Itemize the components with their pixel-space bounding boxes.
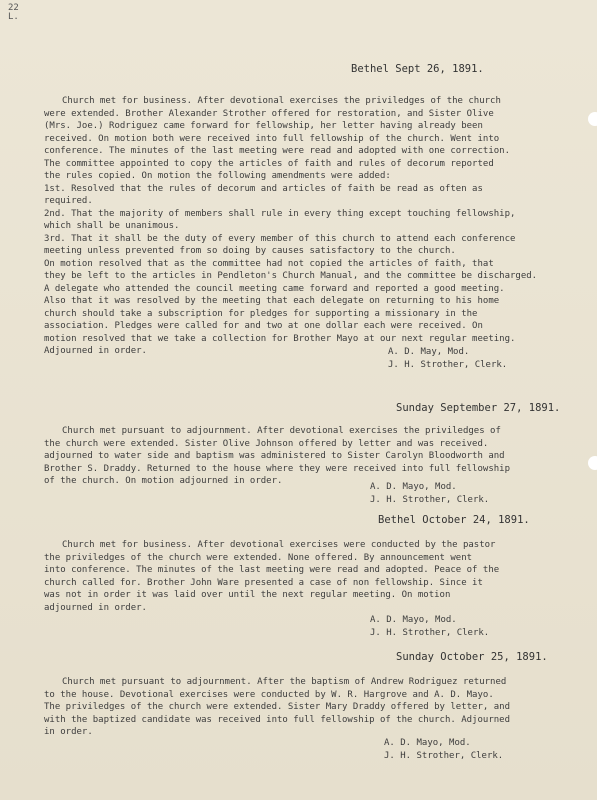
text-line: The committee appointed to copy the articles of faith and rules of decorum reported — [44, 158, 494, 169]
text-line: Church met for business. After devotional exercises the priviledges of the church — [62, 96, 501, 106]
moderator-signature: A. D. Mayo, Mod. — [370, 615, 457, 625]
text-line: Also that it was resolved by the meeting that each delegate on returning to his home — [44, 296, 500, 306]
text-line: church should take a subscription for pledges for supporting a missionary in the — [44, 308, 478, 319]
page-number: 22 L. — [8, 3, 19, 22]
entry-heading: Bethel October 24, 1891. — [378, 514, 530, 526]
text-line: adjourned in order. — [44, 602, 147, 613]
entry-text — [44, 425, 584, 488]
moderator-signature: A. D. Mayo, Mod. — [384, 738, 471, 748]
clerk-signature: J. H. Strother, Clerk. — [370, 628, 490, 638]
text-line: of the church. On motion adjourned in order. — [44, 476, 283, 486]
entry-text — [44, 539, 584, 614]
text-line: which shall be unanimous. — [44, 221, 180, 231]
entry-heading: Sunday October 25, 1891. — [396, 651, 548, 663]
text-line: conference. The minutes of the last meeting were read and adopted with one correction. — [44, 146, 510, 156]
text-line: association. Pledges were called for and two at one dollar each were received. On — [44, 321, 483, 331]
text-line: received. On motion both were received into full fellowship of the church. Went into — [44, 133, 500, 144]
text-line: to the house. Devotional exercises were conducted by W. R. Hargrove and A. D. Mayo. — [44, 689, 494, 700]
entry-heading: Bethel Sept 26, 1891. — [351, 63, 484, 75]
text-line: On motion resolved that as the committee had not copied the articles of faith, that — [44, 258, 494, 269]
text-line: the priviledges of the church were extended. None offered. By announcement went — [44, 552, 473, 563]
punch-hole — [588, 112, 597, 126]
entry-signatures — [370, 481, 489, 507]
text-line: the rules copied. On motion the following amendments were added: — [44, 171, 391, 181]
entry-signatures — [370, 614, 489, 640]
moderator-signature: A. D. Mayo, Mod. — [370, 482, 457, 492]
clerk-signature: J. H. Strother, Clerk. — [384, 751, 504, 761]
clerk-signature: J. H. Strother, Clerk. — [370, 495, 490, 505]
text-line: church called for. Brother John Ware presented a case of non fellowship. Since it — [44, 577, 483, 588]
text-line: motion resolved that we take a collection for Brother Mayo at our next regular meeting. — [44, 333, 516, 344]
text-line: Brother S. Draddy. Returned to the house where they were received into full fellowship — [44, 463, 510, 474]
entry-signatures — [384, 737, 503, 763]
text-line: (Mrs. Joe.) Rodriguez came forward for fellowship, her letter having already been — [44, 121, 483, 131]
entry-text — [44, 676, 584, 739]
text-line: with the baptized candidate was received into full fellowship of the church. Adjourned — [44, 714, 510, 725]
text-line: 2nd. That the majority of members shall rule in every thing except touching fellowship, — [44, 208, 516, 219]
text-line: The priviledges of the church were extended. Sister Mary Draddy offered by letter, and — [44, 702, 510, 712]
text-line: Church met pursuant to adjournment. After devotional exercises the priviledges of — [62, 426, 501, 436]
text-line: into conference. The minutes of the last meeting were read and adopted. Peace of the — [44, 565, 500, 575]
text-line: they be left to the articles in Pendleton's Church Manual, and the committee be discharged. — [44, 271, 538, 281]
punch-hole — [588, 456, 597, 470]
text-line: adjourned to water side and baptism was administered to Sister Carolyn Bloodworth and — [44, 451, 505, 461]
text-line: Adjourned in order. — [44, 346, 147, 356]
text-line: Church met for business. After devotional exercises were conducted by the pastor — [62, 540, 496, 550]
clerk-signature: J. H. Strother, Clerk. — [388, 360, 508, 370]
text-line: Church met pursuant to adjournment. After the baptism of Andrew Rodriguez returned — [62, 677, 507, 687]
text-line: 1st. Resolved that the rules of decorum and articles of faith be read as often as — [44, 183, 483, 194]
entry-signatures — [388, 346, 507, 372]
entry-text — [44, 95, 584, 358]
text-line: required. — [44, 196, 93, 206]
moderator-signature: A. D. May, Mod. — [388, 347, 470, 357]
text-line: was not in order it was laid over until the next regular meeting. On motion — [44, 590, 451, 600]
text-line: meeting unless prevented from so doing by causes satisfactory to the church. — [44, 246, 456, 256]
text-line: in order. — [44, 727, 93, 737]
text-line: the church were extended. Sister Olive Johnson offered by letter and was received. — [44, 438, 489, 449]
text-line: were extended. Brother Alexander Strother offered for restoration, and Sister Olive — [44, 108, 494, 119]
text-line: 3rd. That it shall be the duty of every member of this church to attend each conference — [44, 233, 516, 244]
entry-heading: Sunday September 27, 1891. — [396, 402, 561, 414]
text-line: A delegate who attended the council meeting came forward and reported a good meeting. — [44, 283, 505, 294]
